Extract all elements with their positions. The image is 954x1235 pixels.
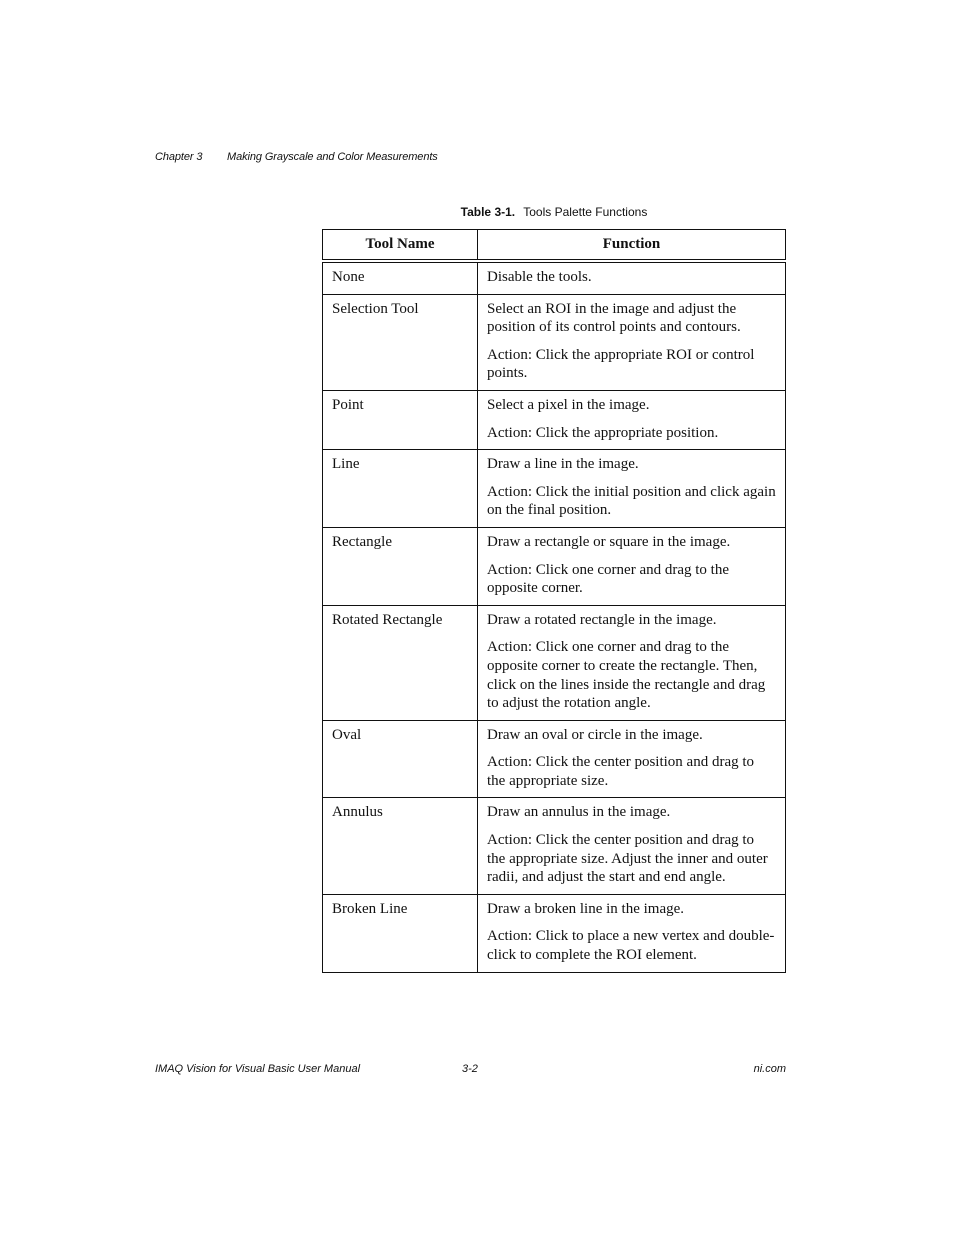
table-row (323, 605, 786, 720)
table-row (323, 390, 786, 449)
tool-name-cell: Oval (323, 720, 478, 798)
function-cell (478, 390, 786, 449)
function-cell (478, 261, 786, 294)
table-row (323, 798, 786, 894)
function-cell (478, 527, 786, 605)
table-body (323, 261, 786, 972)
function-description: Draw a rotated rectangle in the image. (487, 611, 717, 628)
table-row (323, 527, 786, 605)
function-description: Select an ROI in the image and adjust the position of its control points and contours. (487, 300, 741, 336)
tool-name-cell: None (323, 261, 478, 294)
column-header-tool-name: Tool Name (323, 230, 478, 262)
function-description: Draw an oval or circle in the image. (487, 726, 703, 743)
tool-name-cell: Line (323, 450, 478, 528)
function-action: Action: Click to place a new vertex and double-click to complete the ROI element. (487, 928, 775, 964)
function-description: Draw a rectangle or square in the image. (487, 533, 731, 550)
tool-name-cell: Rotated Rectangle (323, 605, 478, 720)
function-cell (478, 894, 786, 972)
function-description: Select a pixel in the image. (487, 396, 650, 413)
function-cell (478, 720, 786, 798)
function-description: Draw a line in the image. (487, 456, 639, 473)
section-title: Making Grayscale and Color Measurements (227, 151, 438, 163)
function-cell (478, 450, 786, 528)
website-link[interactable]: ni.com (753, 1063, 786, 1075)
running-header (155, 151, 438, 163)
column-header-function: Function (478, 230, 786, 262)
tool-name-cell: Selection Tool (323, 294, 478, 390)
table-caption-number: Table 3-1. (460, 205, 516, 219)
tool-name-cell: Annulus (323, 798, 478, 894)
chapter-label: Chapter 3 (155, 151, 203, 163)
function-action: Action: Click one corner and drag to the opposite corner to create the rectangle. Then, click on the lines inside the rectangle and drag to adjust the rotation angle. (487, 639, 766, 712)
page-number: 3-2 (462, 1063, 478, 1075)
function-description: Draw an annulus in the image. (487, 804, 671, 821)
function-action: Action: Click the center position and drag to the appropriate size. Adjust the inner and outer radii, and adjust the start and end angle. (487, 832, 768, 886)
table-row (323, 894, 786, 972)
table-caption (0, 205, 954, 219)
function-action: Action: Click the center position and drag to the appropriate size. (487, 754, 755, 789)
function-description: Disable the tools. (487, 269, 592, 285)
function-cell (478, 798, 786, 894)
tool-name-cell: Point (323, 390, 478, 449)
table-header-row (323, 230, 786, 262)
function-action: Action: Click the appropriate position. (487, 424, 719, 441)
table-row (323, 450, 786, 528)
tool-name-cell: Rectangle (323, 527, 478, 605)
table-caption-title: Tools Palette Functions (523, 205, 648, 219)
manual-title: IMAQ Vision for Visual Basic User Manual (155, 1063, 361, 1075)
function-action: Action: Click the appropriate ROI or control points. (487, 346, 755, 382)
tool-name-cell: Broken Line (323, 894, 478, 972)
function-cell (478, 605, 786, 720)
table-row (323, 294, 786, 390)
function-cell (478, 294, 786, 390)
function-action: Action: Click the initial position and click again on the final position. (487, 483, 776, 519)
function-description: Draw a broken line in the image. (487, 900, 685, 917)
function-action: Action: Click one corner and drag to the opposite corner. (487, 561, 730, 597)
table-row (323, 261, 786, 294)
table-row (323, 720, 786, 798)
tools-palette-table (322, 229, 786, 973)
